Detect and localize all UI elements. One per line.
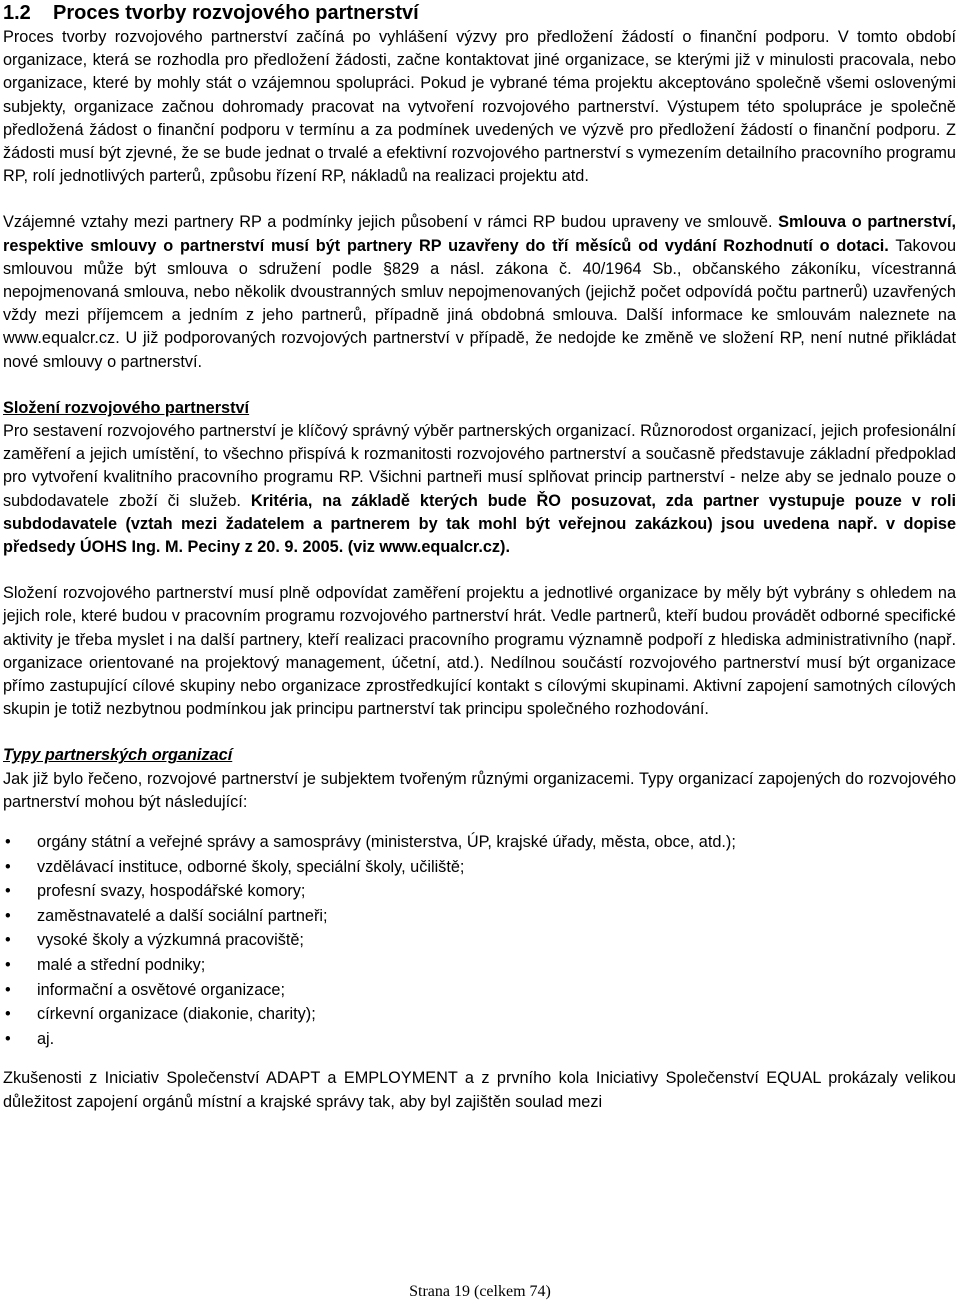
bullet-icon: •: [5, 980, 11, 999]
list-item: • informační a osvětové organizace;: [3, 978, 956, 1003]
contract-details: Takovou smlouvou může být smlouva o sdružení podle §829 a násl. zákona č. 40/1964 Sb., občanského zákoníku, vícestranná nepojmenovaná smlouva, nebo několik dvoustranných smluv nepojmenovaných (jejichž počet odpovídá počtu partnerů) uzavřených vždy mezi příjemcem a jedním z jeho partnerů, případně jiná obdobná smlouva. Další informace ke smlouvám naleznete na www.equalcr.cz. U již podporovaných rozvojových partnerství v případě, že nedojde ke změně ve složení RP, není nutné přikládat nové smlouvy o partnerství.: [3, 236, 957, 371]
bullet-icon: •: [5, 857, 11, 876]
list-item: • církevní organizace (diakonie, charity);: [3, 1002, 956, 1027]
composition-text: Pro sestavení rozvojového partnerství je klíčový správný výběr partnerských organizací. Různorodost organizací, jejich profesionální zaměření a jejich umístění, to všechno přispívá k rozmanitosti rozvojového partnerství a současně představuje základní předpoklad pro vytvoření kvalitního pracovního programu RP. Všichni partneři musí splňovat princip partnerství - nelze aby se jednalo pouze o subdodavatele zboží či služeb.: [3, 422, 956, 510]
paragraph-process: Proces tvorby rozvojového partnerství začíná po vyhlášení výzvy pro předložení žádostí o finanční podporu. V tomto období organizace, která se rozhodla pro předložení žádosti, začne kontaktovat jiné organizace, se kterými již v minulosti pracovala, nebo organizace, které by mohly stát o vzájemnou spolupráci. Pokud je vybrané téma projektu akceptováno společně všemi oslovenými subjekty, organizace začnou dohromady pracovat na vytvoření rozvojového partnerství. Výstupem této spolupráce je společně předložená žádost o finanční podporu v termínu a za podmínek uvedených ve výzvě pro předložení žádostí o finanční podporu. Z žádosti musí být zjevné, že se bude jednat o trvalé a efektivní rozvojového partnerství s vymezením detailního pracovního programu RP, rolí jednotlivých parterů, způsobu řízení RP, nákladů na realizaci projektu atd.: [3, 28, 956, 186]
paragraph-contract: [3, 211, 956, 373]
section-number: 1.2: [3, 2, 31, 24]
list-item: • profesní svazy, hospodářské komory;: [3, 879, 956, 904]
list-item: • aj.: [3, 1027, 956, 1052]
paragraph-experience: Zkušenosti z Iniciativ Společenství ADAPT a EMPLOYMENT a z prvního kola Iniciativy Společenství EQUAL prokázaly velikou důležitost zapojení orgánů místní a krajské správy tak, aby byl zajištěn soulad mezi: [3, 1069, 956, 1111]
contract-requirement: Smlouva o partnerství, respektive smlouvy o partnerství musí být partnery RP uzavřeny do tří měsíců od vydání Rozhodnutí o dotaci.: [3, 213, 956, 255]
section-heading: [3, 0, 956, 26]
composition-criteria: Kritéria, na základě kterých bude ŘO posuzovat, zda partner vystupuje pouze v roli subdodavatele (vztah mezi žadatelem a partnerem by tak mohl být veřejnou zakázkou) jsou uvedena např. v dopise předsedy ÚOHS Ing. M. Peciny z 20. 9. 2005. (viz www.equalcr.cz).: [3, 491, 956, 557]
contract-intro: Vzájemné vztahy mezi partnery RP a podmínky jejich působení v rámci RP budou upraveny ve smlouvě.: [3, 213, 779, 232]
subheading-composition: Složení rozvojového partnerství: [3, 398, 250, 417]
paragraph-composition-2: Složení rozvojového partnerství musí plně odpovídat zaměření projektu a jednotlivé organizace by měly být vybrány s ohledem na jejich role, které budou v pracovním programu rozvojového partnerství hrát. Vedle partnerů, kteří budou provádět odborné specifické aktivity je třeba myslet i na další partnery, kteří realizaci pracovního programu významně podpoří z hlediska administrativního (např. organizace orientované na projektový management, účetní, atd.). Nedílnou součástí rozvojového partnerství musí být organizace přímo zastupující cílové skupiny nebo organizace zprostředkující kontakt s cílovými skupinami. Aktivní zapojení samotných cílových skupin je totiž nezbytnou podmínkou jak principu partnerství tak principu společného rozhodování.: [3, 584, 956, 719]
list-item: • malé a střední podniky;: [3, 953, 956, 978]
list-item: • vzdělávací instituce, odborné školy, speciální školy, učiliště;: [3, 855, 956, 880]
subheading-types: Typy partnerských organizací: [3, 746, 233, 765]
list-item: • zaměstnavatelé a další sociální partneři;: [3, 904, 956, 929]
page-footer: Strana 19 (celkem 74): [409, 1283, 551, 1300]
bullet-icon: •: [5, 931, 11, 950]
bullet-icon: •: [5, 1005, 11, 1024]
paragraph-composition: [3, 420, 956, 559]
section-title: Proces tvorby rozvojového partnerství: [53, 2, 419, 24]
types-list: [3, 830, 956, 1051]
paragraph-types-intro: Jak již bylo řečeno, rozvojové partnerství je subjektem tvořeným různými organizacemi. Typy organizací zapojených do rozvojového partnerství mohou být následující:: [3, 769, 956, 811]
list-item: • vysoké školy a výzkumná pracoviště;: [3, 928, 956, 953]
bullet-icon: •: [5, 882, 11, 901]
list-item: • orgány státní a veřejné správy a samosprávy (ministerstva, ÚP, krajské úřady, města, obce, atd.);: [3, 830, 956, 855]
bullet-icon: •: [5, 833, 11, 852]
document-page: [3, 0, 956, 1114]
bullet-icon: •: [5, 956, 11, 975]
bullet-icon: •: [5, 1029, 11, 1048]
bullet-icon: •: [5, 906, 11, 925]
